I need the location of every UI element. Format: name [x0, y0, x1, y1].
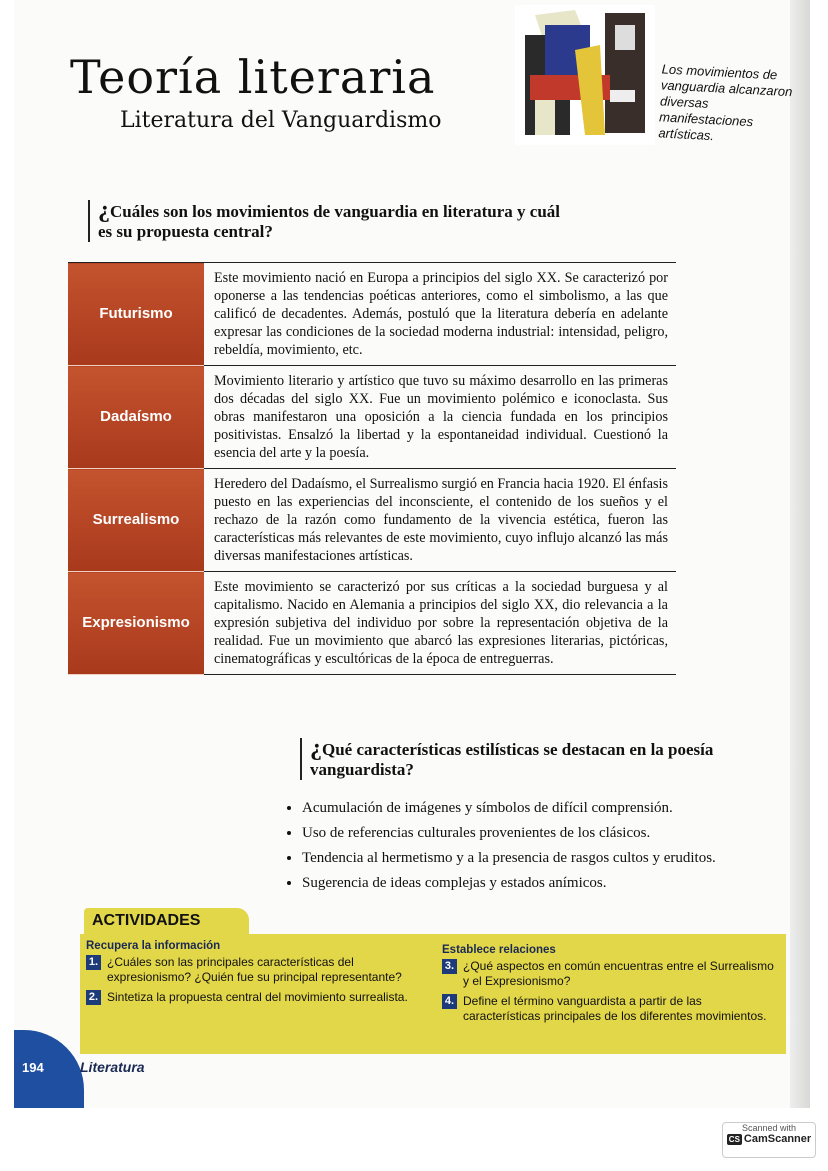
list-item: • Uso de referencias culturales provenientes de los clásicos. [302, 821, 802, 846]
question-mark: ¿ [98, 197, 110, 223]
activity-number: 1. [86, 955, 101, 970]
table-row [68, 469, 676, 572]
section-question-2 [300, 735, 770, 780]
activity-number: 3. [442, 959, 457, 974]
movement-description: Este movimiento se caracterizó por sus críticas a la sociedad burguesa y al capitalismo. Nacido en Alemania a principios del siglo XX, dio relevancia a la expresión subjetiva del individuo por sobre la representación objetiva de la realidad. Fue un movimiento que abarcó las expresiones literarias, pictóricas, cinematográficas y escultóricas de la época de entreguerras. [204, 572, 676, 675]
section-question-1 [88, 197, 578, 242]
image-caption: Los movimientos de vanguardia alcanzaron diversas manifestaciones artísticas. [658, 61, 793, 144]
movement-name: Surrealismo [68, 469, 204, 572]
page-subtitle: Literatura del Vanguardismo [120, 108, 442, 133]
list-item: • Acumulación de imágenes y símbolos de difícil comprensión. [302, 796, 802, 821]
characteristics-list [284, 796, 802, 896]
activity-number: 2. [86, 990, 101, 1005]
section-label: Literatura [80, 1059, 145, 1075]
activities-right-column [442, 944, 777, 1029]
table-row [68, 572, 676, 675]
activity-item [442, 994, 777, 1024]
activity-text: ¿Cuáles son las principales características del expresionismo? ¿Quién fue su principal representante? [107, 955, 402, 984]
movement-name: Expresionismo [68, 572, 204, 675]
activities-heading: Establece relaciones [442, 944, 556, 956]
activities-left-column [86, 940, 421, 1010]
activities-box [80, 934, 786, 1054]
activity-item [86, 955, 421, 985]
list-item: • Tendencia al hermetismo y a la presencia de rasgos cultos y eruditos. [302, 846, 802, 871]
movement-description: Heredero del Dadaísmo, el Surrealismo surgió en Francia hacia 1920. El énfasis puesto en las experiencias del inconsciente, el contenido de los sueños y el rechazo de la razón como fundamento de la vivencia estética, fueron las características más relevantes de este movimiento, cuyo influjo alcanzó las más diversas manifestaciones artísticas. [204, 469, 676, 572]
activity-text: Sintetiza la propuesta central del movimiento surrealista. [107, 990, 408, 1004]
camscanner-logo-icon: CS [728, 1135, 740, 1144]
table-row [68, 263, 676, 366]
movement-name: Dadaísmo [68, 366, 204, 469]
watermark-text: Scanned with [741, 1123, 797, 1133]
activity-number: 4. [442, 994, 457, 1009]
cubist-painting-image [515, 5, 655, 145]
page-edge [790, 0, 810, 1108]
movements-table [68, 262, 676, 675]
question-mark: ¿ [310, 735, 322, 761]
activity-text: Define el término vanguardista a partir de las características principales de los diferentes movimientos. [463, 994, 767, 1023]
movement-name: Futurismo [68, 263, 204, 366]
page-number: 194 [22, 1060, 44, 1075]
list-item: • Sugerencia de ideas complejas y estados anímicos. [302, 871, 802, 896]
question-text: Cuáles son los movimientos de vanguardia en literatura y cuál es su propuesta central? [98, 202, 561, 241]
question-text: Qué características estilísticas se destacan en la poesía vanguardista? [310, 740, 714, 779]
activity-text: ¿Qué aspectos en común encuentras entre el Surrealismo y el Expresionismo? [463, 959, 774, 988]
activity-item [442, 959, 777, 989]
movement-description: Este movimiento nació en Europa a principios del siglo XX. Se caracterizó por oponerse a las tendencias poéticas anteriores, como el simbolismo, a las que calificó de decadentes. Además, postuló que la literatura debería en adelante expresar las condiciones de la sociedad moderna industrial: intensidad, peligro, rebeldía, movimiento, etc. [204, 263, 676, 366]
page-title: Teoría literaria [70, 50, 436, 104]
activity-item [86, 990, 421, 1005]
table-row [68, 366, 676, 469]
activities-title: ACTIVIDADES [84, 908, 249, 936]
watermark-brand: CamScanner [743, 1133, 812, 1145]
movement-description: Movimiento literario y artístico que tuvo su máximo desarrollo en las primeras dos décadas del siglo XX. Fue un movimiento polémico e iconoclasta. Sus obras manifestaron una oposición a la ciencia fundada en los principios positivistas. Ensalzó la libertad y la espontaneidad individual. Cuestionó la esencia del arte y la poesía. [204, 366, 676, 469]
activities-heading: Recupera la información [86, 940, 221, 952]
camscanner-watermark [722, 1122, 816, 1158]
